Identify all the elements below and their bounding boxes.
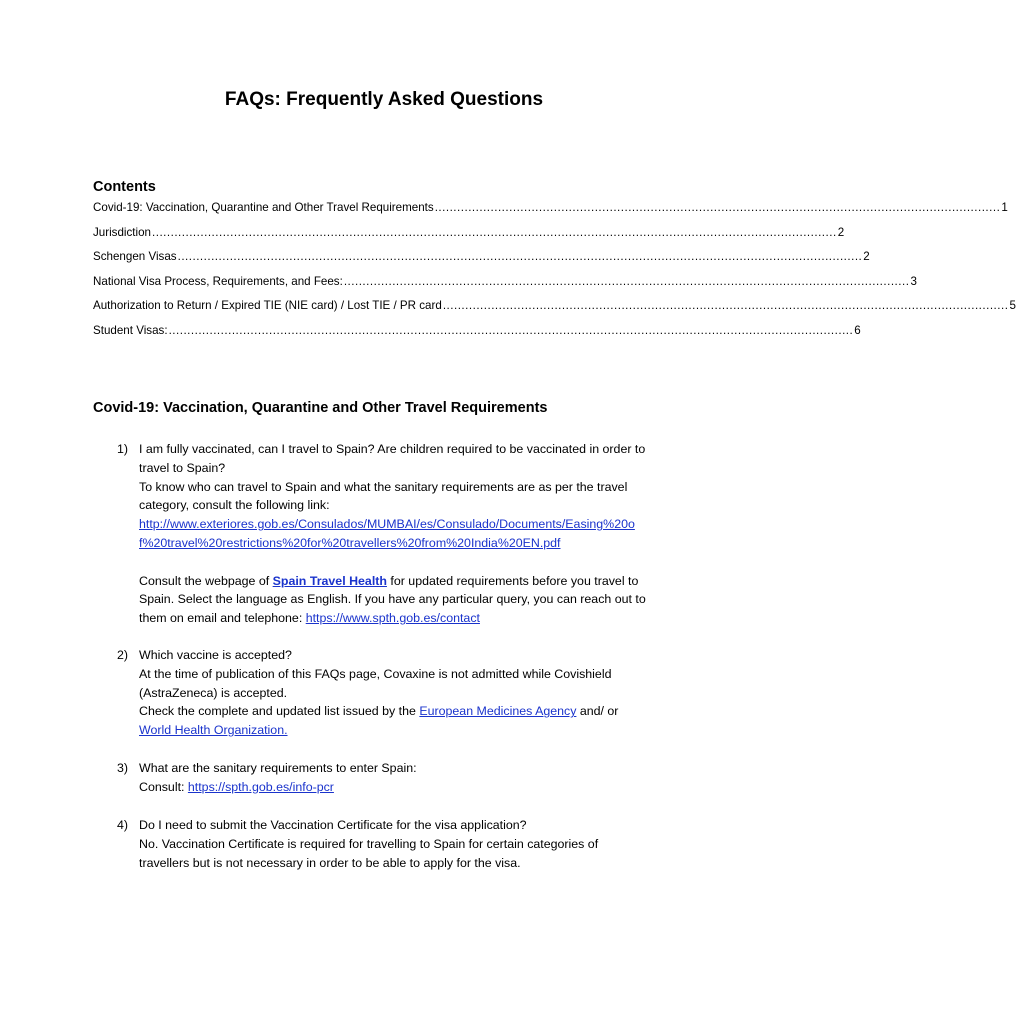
contents-heading: Contents (93, 179, 156, 195)
exteriores-link[interactable]: http://www.exteriores.gob.es/Consulados/MUMBAI/es/Consulado/Documents/Easing%20o (139, 517, 635, 532)
faq-answer (139, 778, 682, 797)
toc-leader-dots: ........................................................................................................................................................................................ (152, 225, 837, 239)
toc-entry[interactable] (93, 274, 917, 300)
consult-suffix: for updated requirements before you travel to (386, 573, 639, 588)
faq-answer: Spain. Select the language as English. If you have any particular query, you can reach out to (139, 592, 646, 607)
toc-entry-page[interactable]: 5 (1009, 299, 1016, 313)
faq-question: Which vaccine is accepted? (139, 648, 292, 662)
faq-answer: category, consult the following link: (139, 498, 330, 513)
toc-entry-label[interactable]: Covid-19: Vaccination, Quarantine and Other Travel Requirements (93, 201, 434, 214)
check-prefix: Check the complete and updated list issued by the (139, 704, 420, 719)
spain-travel-health-link[interactable]: Spain Travel Health (272, 573, 387, 588)
toc-entry[interactable] (93, 299, 1016, 324)
faq-answer (139, 609, 682, 628)
consult-prefix: Consult the webpage of (139, 573, 273, 588)
faq-answer: To know who can travel to Spain and what the sanitary requirements are as per the travel (139, 479, 628, 494)
faq-item (117, 759, 682, 797)
toc-leader-dots: ........................................................................................................................................................ (434, 201, 1001, 214)
toc-leader-dots: ........................................................................................................................................................ (442, 299, 1009, 313)
section-heading: Covid-19: Vaccination, Quarantine and Other Travel Requirements (93, 400, 548, 416)
check-mid: and/ or (576, 704, 619, 719)
toc-leader-dots: ........................................................................................................................................................................................ (168, 323, 854, 337)
toc-entry-page[interactable]: 2 (863, 250, 870, 264)
toc-entry-page[interactable]: 2 (837, 225, 845, 239)
faq-question: Do I need to submit the Vaccination Certificate for the visa application? (139, 818, 527, 832)
toc-entry-label[interactable]: National Visa Process, Requirements, and Fees: (93, 274, 343, 288)
who-link[interactable]: World Health Organization. (139, 723, 288, 738)
spth-contact-link[interactable]: https://www.spth.gob.es/contact (305, 611, 480, 626)
toc-leader-dots: ........................................................................................................................................................................................ (177, 250, 863, 264)
faq-number: 4) (117, 818, 129, 832)
faq-answer: (AstraZeneca) is accepted. (139, 685, 288, 700)
toc-entry-label[interactable]: Student Visas: (93, 323, 168, 337)
faq-number: 3) (117, 761, 129, 775)
faq-number: 1) (117, 442, 129, 456)
toc-entry[interactable] (93, 323, 861, 349)
toc-entry-page[interactable]: 6 (854, 323, 861, 337)
faq-question: travel to Spain? (139, 460, 226, 475)
spth-info-pcr-link[interactable]: https://spth.gob.es/info-pcr (187, 779, 334, 794)
toc-entry-page[interactable]: 3 (910, 274, 917, 288)
faq-answer (139, 702, 682, 721)
faq-item (117, 646, 682, 740)
toc-entry-page[interactable]: 1 (1001, 201, 1008, 214)
toc-entry-label[interactable]: Schengen Visas (93, 250, 177, 264)
toc-entry-label[interactable]: Authorization to Return / Expired TIE (NIE card) / Lost TIE / PR card (93, 299, 442, 313)
contact-prefix: them on email and telephone: (139, 611, 306, 626)
faq-answer: At the time of publication of this FAQs page, Covaxine is not admitted while Covishield (139, 666, 612, 681)
faq-item (117, 816, 682, 872)
faq-answer (139, 572, 682, 591)
toc-entry[interactable] (93, 201, 1008, 226)
faq-question: What are the sanitary requirements to enter Spain: (139, 761, 417, 775)
page-title: FAQs: Frequently Asked Questions (224, 89, 544, 110)
consult-prefix: Consult: (139, 779, 188, 794)
faq-item (117, 440, 682, 628)
faq-answer: No. Vaccination Certificate is required for travelling to Spain for certain categories of (139, 836, 599, 851)
faq-answer: travellers but is not necessary in order to be able to apply for the visa. (139, 855, 521, 870)
faq-question: I am fully vaccinated, can I travel to Spain? Are children required to be vaccinated in order to (139, 442, 646, 456)
toc-entry-label[interactable]: Jurisdiction (93, 225, 151, 239)
ema-link[interactable]: European Medicines Agency (419, 704, 577, 719)
table-of-contents (93, 201, 1016, 349)
toc-entry[interactable] (93, 250, 870, 275)
toc-leader-dots: ........................................................................................................................................................ (343, 274, 910, 288)
faq-number: 2) (117, 648, 129, 662)
toc-entry[interactable] (93, 225, 845, 251)
exteriores-link[interactable]: f%20travel%20restrictions%20for%20travellers%20from%20India%20EN.pdf (139, 535, 561, 550)
